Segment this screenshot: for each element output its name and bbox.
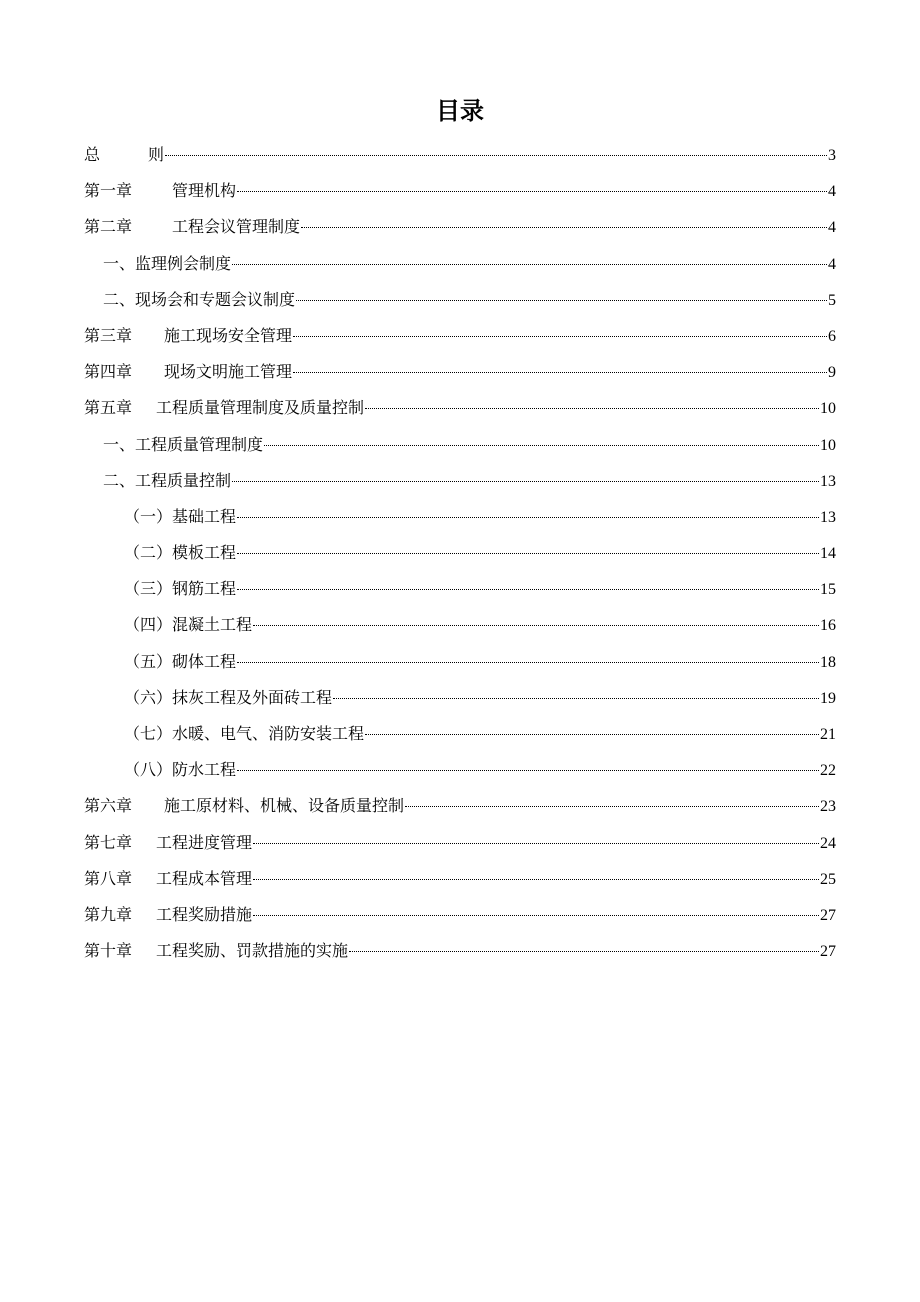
toc-entry-page-number: 27 — [820, 906, 836, 924]
toc-entry-number: 第六章 — [84, 796, 133, 816]
toc-entry-title: （七）水暖、电气、消防安装工程 — [124, 724, 365, 743]
toc-entry[interactable] — [84, 212, 836, 248]
toc-entry-number: 第七章 — [84, 832, 133, 852]
toc-entry-title: 工程会议管理制度 — [172, 217, 301, 237]
toc-entry[interactable] — [84, 791, 836, 827]
dot-leader — [237, 507, 819, 518]
toc-entry-title: 则 — [148, 145, 165, 164]
toc-entry-page-number: 3 — [828, 147, 836, 164]
dot-leader — [253, 869, 819, 880]
toc-entry-page-number: 25 — [820, 870, 836, 888]
toc-entry-number: 第五章 — [84, 398, 133, 418]
toc-entry-title: （三）钢筋工程 — [124, 579, 237, 599]
toc-entry[interactable] — [84, 285, 836, 321]
toc-entry-number: 总 — [84, 145, 101, 164]
toc-entry-title: 管理机构 — [172, 181, 237, 201]
table-of-contents — [84, 140, 836, 972]
toc-entry-number: 第二章 — [84, 217, 133, 237]
toc-entry-title: （六）抹灰工程及外面砖工程 — [124, 687, 333, 707]
dot-leader — [296, 290, 827, 301]
dot-leader — [232, 254, 827, 265]
toc-entry[interactable] — [84, 176, 836, 212]
toc-entry[interactable] — [84, 936, 836, 972]
toc-entry-title: 工程成本管理 — [156, 868, 253, 888]
toc-entry[interactable] — [84, 719, 836, 755]
dot-leader — [264, 435, 819, 446]
dot-leader — [365, 724, 819, 735]
toc-entry[interactable] — [84, 755, 836, 791]
toc-entry-page-number: 4 — [828, 183, 836, 201]
toc-entry-number: 第十章 — [84, 941, 133, 961]
toc-entry-title: （八）防水工程 — [124, 760, 237, 780]
dot-leader — [349, 941, 819, 952]
toc-entry-page-number: 27 — [820, 943, 836, 961]
toc-entry-title: 现场文明施工管理 — [164, 362, 293, 382]
dot-leader — [237, 181, 827, 192]
toc-entry-page-number: 19 — [820, 689, 836, 707]
toc-entry[interactable] — [84, 357, 836, 393]
toc-entry[interactable] — [84, 864, 836, 900]
toc-entry[interactable] — [84, 828, 836, 864]
dot-leader — [232, 471, 819, 482]
toc-entry-page-number: 10 — [820, 400, 836, 418]
toc-entry[interactable] — [84, 574, 836, 610]
toc-entry-title: 一、工程质量管理制度 — [103, 434, 264, 454]
toc-entry-page-number: 6 — [828, 327, 836, 345]
dot-leader — [253, 905, 819, 916]
toc-entry-page-number: 9 — [828, 364, 836, 382]
toc-entry-number: 第四章 — [84, 362, 133, 382]
toc-entry-title: 工程进度管理 — [156, 832, 253, 852]
dot-leader — [293, 362, 827, 373]
toc-entry[interactable] — [84, 393, 836, 429]
toc-entry-title: 二、现场会和专题会议制度 — [103, 289, 296, 309]
toc-entry-page-number: 4 — [828, 255, 836, 273]
toc-entry-page-number: 24 — [820, 834, 836, 852]
toc-entry[interactable] — [84, 647, 836, 683]
toc-entry-page-number: 15 — [820, 581, 836, 599]
toc-entry-page-number: 21 — [820, 726, 836, 743]
toc-entry[interactable] — [84, 249, 836, 285]
dot-leader — [253, 833, 819, 844]
toc-entry-page-number: 10 — [820, 436, 836, 454]
toc-entry-title: 一、监理例会制度 — [103, 253, 232, 273]
toc-entry-page-number: 13 — [820, 472, 836, 490]
toc-entry-page-number: 5 — [828, 291, 836, 309]
toc-entry-title: 施工现场安全管理 — [164, 325, 293, 345]
toc-entry[interactable] — [84, 466, 836, 502]
dot-leader — [237, 760, 819, 771]
toc-entry-title: 二、工程质量控制 — [103, 470, 232, 490]
toc-heading: 目录 — [436, 96, 484, 125]
dot-leader — [237, 579, 819, 590]
toc-entry-title: （五）砌体工程 — [124, 651, 237, 671]
toc-entry[interactable] — [84, 430, 836, 466]
toc-entry-title: （二）模板工程 — [124, 543, 237, 563]
dot-leader — [237, 652, 819, 663]
toc-entry-title: 工程质量管理制度及质量控制 — [156, 398, 365, 418]
toc-entry[interactable] — [84, 140, 836, 176]
toc-entry-page-number: 22 — [820, 762, 836, 780]
toc-entry-page-number: 23 — [820, 798, 836, 816]
toc-entry[interactable] — [84, 610, 836, 646]
toc-entry-title: 工程奖励、罚款措施的实施 — [156, 941, 349, 961]
dot-leader — [237, 543, 819, 554]
dot-leader — [405, 796, 819, 807]
toc-entry-number: 第一章 — [84, 181, 133, 201]
toc-entry-title: 工程奖励措施 — [156, 904, 253, 924]
toc-entry-page-number: 4 — [828, 219, 836, 237]
dot-leader — [301, 217, 827, 228]
toc-entry[interactable] — [84, 502, 836, 538]
dot-leader — [333, 688, 819, 699]
dot-leader — [293, 326, 827, 337]
toc-entry-page-number: 18 — [820, 653, 836, 671]
toc-entry-number: 第八章 — [84, 868, 133, 888]
toc-entry-page-number: 13 — [820, 508, 836, 526]
dot-leader — [165, 145, 827, 156]
toc-entry[interactable] — [84, 900, 836, 936]
toc-entry[interactable] — [84, 538, 836, 574]
toc-entry[interactable] — [84, 321, 836, 357]
toc-entry-page-number: 16 — [820, 617, 836, 635]
toc-entry[interactable] — [84, 683, 836, 719]
toc-entry-page-number: 14 — [820, 545, 836, 563]
dot-leader — [253, 615, 819, 626]
toc-entry-title: 施工原材料、机械、设备质量控制 — [164, 796, 405, 816]
toc-entry-title: （一）基础工程 — [124, 506, 237, 526]
dot-leader — [365, 398, 819, 409]
toc-entry-number: 第三章 — [84, 325, 133, 345]
toc-entry-title: （四）混凝土工程 — [124, 615, 253, 635]
toc-entry-number: 第九章 — [84, 904, 133, 924]
